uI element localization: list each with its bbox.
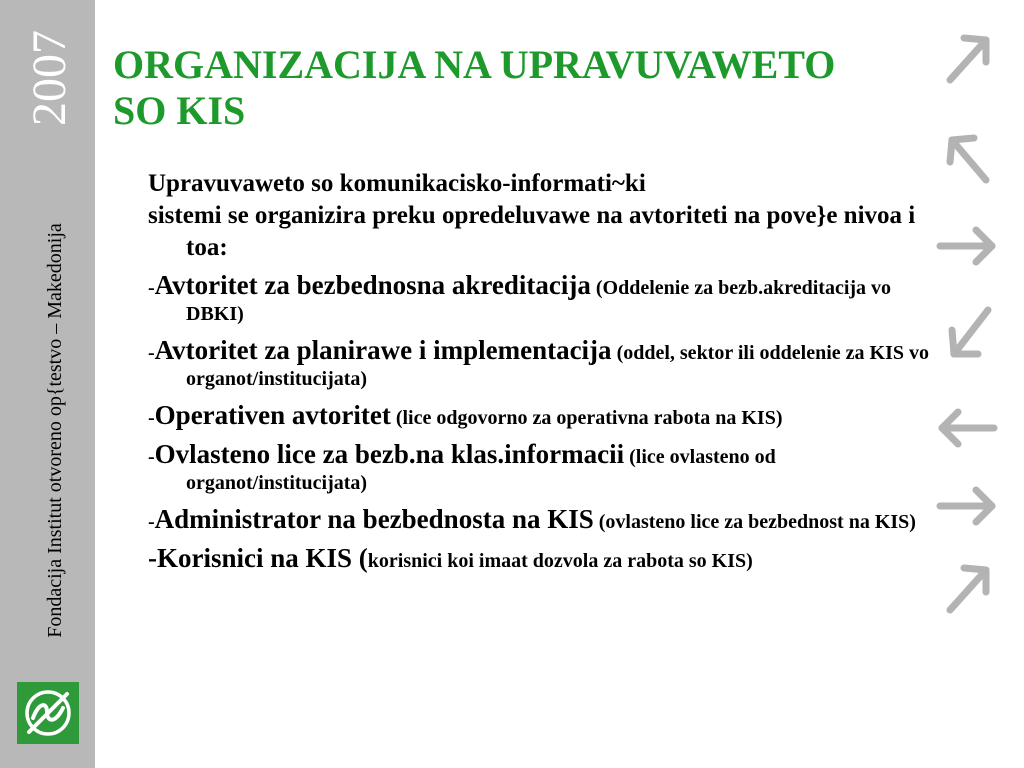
year-label-wrap: [20, 18, 80, 138]
item-title: Operativen avtoritet: [154, 400, 391, 430]
arrow-right-icon: [940, 230, 992, 262]
item-note: korisnici koi imaat dozvola za rabota so KIS): [367, 550, 753, 572]
list-item: [148, 439, 948, 496]
list-item: [148, 335, 948, 392]
intro-line-1: Upravuvaweto so komunikacisko-informati~ki: [148, 170, 646, 197]
year-label: 2007: [23, 30, 76, 126]
decorative-arrows: [930, 20, 1020, 630]
organization-label-wrap: [30, 190, 80, 670]
item-dash: -: [148, 543, 157, 573]
content-body: [148, 168, 948, 582]
list-item: [148, 270, 948, 327]
item-dash: -: [148, 277, 155, 299]
title-line-1: ORGANIZACIJA NA UPRAVUVAWETO: [113, 42, 836, 87]
item-note: (oddel, sektor ili oddelenie za KIS vo organot/institucijata): [186, 342, 929, 390]
item-title: Ovlasteno lice za bezb.na klas.informacii: [154, 439, 625, 469]
arrow-down-left-icon: [952, 310, 988, 354]
item-dash: -: [148, 342, 155, 364]
item-note: (Oddelenie za bezb.akreditacija vo DBKI): [186, 277, 892, 325]
arrow-up-right-icon: [950, 568, 986, 610]
foundation-logo-icon: [17, 682, 79, 744]
item-title: Korisnici na KIS (: [157, 543, 368, 573]
item-dash: -: [148, 446, 155, 468]
item-title: Avtoritet za planirawe i implementacija: [154, 335, 612, 365]
arrow-right-icon: [940, 490, 992, 522]
item-title: Avtoritet za bezbednosna akreditacija: [154, 270, 591, 300]
list-item: [148, 543, 948, 574]
item-dash: -: [148, 511, 155, 533]
title-line-2: SO KIS: [113, 88, 246, 133]
sidebar: [0, 0, 95, 768]
page-title: [113, 42, 953, 134]
list-item: [148, 504, 948, 535]
item-note: (ovlasteno lice za bezbednost na KIS): [593, 511, 916, 533]
list-item: [148, 400, 948, 431]
intro-line-2: sistemi se organizira preku opredeluvawe na avtoriteti na pove}e nivoa i toa:: [148, 202, 916, 261]
arrow-up-left-icon: [950, 138, 986, 180]
item-note: (lice odgovorno za operativna rabota na KIS): [390, 407, 783, 429]
arrow-up-right-icon: [950, 38, 986, 80]
organization-label: Fondacija Institut otvoreno op{testvo – Makedonija: [43, 222, 66, 638]
item-title: Administrator na bezbednosta na KIS: [154, 504, 594, 534]
arrow-left-icon: [942, 412, 994, 444]
item-note: (lice ovlasteno od organot/institucijata): [186, 446, 776, 494]
item-dash: -: [148, 407, 155, 429]
